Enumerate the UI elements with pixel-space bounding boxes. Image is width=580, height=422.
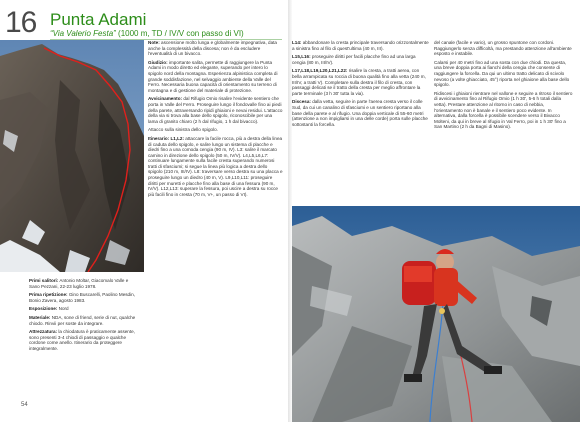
paragraph-text: importante salita, permette di raggiungere la Punta Adami in modo diretto ed elegante, superando per intero lo spigolo nord della montagna. Esperienza alpinistica completa di grande soddisfazione, nel selvaggio ambiente della Valle del Ferro. Necessaria buona capacità di orientamento su terreno di montagna e di gestione del materiale di protezione. xyxy=(148,59,278,93)
climber-photo xyxy=(292,206,580,422)
paragraph-text: dal Rifugio Omio risalire l'evidente sentiero che porta in Valle del Ferro. Proseguire lungo il fondovalle fino ai piedi della parete, attraversando ripidi ghiaioni e nevai residui. L'attacco della via si trova alla base dello spigolo, riconoscibile per una lama di granito chiaro (2 h dal rifugio, 1 h dal bivacco). xyxy=(148,96,283,124)
info-exposure xyxy=(29,306,139,312)
info-label: Prima ripetizione: xyxy=(29,292,68,298)
paragraph-label: L14: xyxy=(292,40,302,45)
paragraph-pitch-15 xyxy=(292,54,429,65)
route-subtitle xyxy=(50,29,244,38)
climber-photo-svg xyxy=(292,206,580,422)
route-name: “Via Valerio Festa” xyxy=(50,29,116,38)
route-number: 16 xyxy=(5,6,37,39)
info-text: Gino Buscarelli, Paolino Mesdin, Bonio Zavera, agosto 1983. xyxy=(29,292,135,303)
info-label: Attrezzatura: xyxy=(29,329,58,335)
paragraph-pitch-17 xyxy=(292,68,429,96)
paragraph-itinerary xyxy=(148,136,283,198)
info-label: Materiale: xyxy=(29,314,51,320)
paragraph-label: L17,L18,L19,L20,L21,L22: xyxy=(292,68,348,74)
paragraph-text: dalla vetta, seguire in parte l'aerea cresta verso il colle Sud, da cui un canalino di sfasciumi e un sentiero riportano alla base della parete e al rifugio. Una doppia verticale di 55-60 metri (attenzione a non impigliarsi in una delle corde) porta sulle placche sottostanti la forcella. xyxy=(292,99,428,127)
paragraph-judgment xyxy=(148,60,283,94)
info-label: Primi salitori: xyxy=(29,278,59,283)
paragraph-descent-rappel: Calarsi per 40 metri fino ad una sosta con due chiodi. Da questa, una breve doppia porta ai fianchi della cengia che consente di raggiungere la forcella. Da qui un ultimo tratto delicato di scivolo nevoso (a volte ghiacciato, 45°) riporta nel ghiaione alla base dello spigolo. xyxy=(434,59,570,88)
paragraph-label: Note: xyxy=(148,40,160,45)
text-column-4 xyxy=(434,40,574,202)
text-column-2 xyxy=(148,40,283,360)
info-text: la chiodatura è praticamente assente, sono presenti 3-4 chiodi di passaggio e qualche cordone come anello. Itinerario da proteggere integralmente. xyxy=(29,329,135,351)
paragraph-start xyxy=(148,127,283,133)
info-equipment xyxy=(29,329,139,351)
page-title: Punta Adami xyxy=(50,10,147,29)
info-first-ascent xyxy=(29,278,139,289)
mountain-photo xyxy=(0,40,144,272)
paragraph-approach xyxy=(148,96,283,124)
info-text: Antonio Moltar, Giacomalo Valle e Sano Pezzani, 22-23 luglio 1978. xyxy=(29,278,129,289)
paragraph-text: risalire la cresta, a tratti aerea, con bella arrampicata su roccia di buona qualità fino alla vetta (240 m, III/IV, a tratti V). Completare sulla destra il filo di cresta, con passaggi delicati se il tratto della cresta per meglio affrontare la parte terminale (3 h 30' tutta la via). xyxy=(292,68,426,96)
info-first-repeat xyxy=(29,292,139,303)
info-text: NDA, sone di friend, serie di nut, qualche chiodo. Rinvii per soste da integrare. xyxy=(29,314,136,326)
paragraph-pitch-14 xyxy=(292,40,429,51)
page-number: 54 xyxy=(21,402,28,408)
paragraph-descent-return: Ridiscesi i ghiaioni rientrare nel vallone e seguire a ritroso il sentiero di avvicinamento fino al Rifugio Omio (1 h 30', 5-6 h totali dalla vetta). Prestare attenzione al ritorno in caso di nebbia, l'orientamento non è banale e il sentiero poco evidente. In alternativa, dalla forcella è possibile scendere verso il Bivacco Molteni, da qui in breve al rifugio in Val Ferro, poi in 1 h 30' fino a San Martino (2 h da Bagni di Masino). xyxy=(434,90,573,130)
info-gear xyxy=(29,315,139,326)
paragraph-text: Attacco sulla sinistra dello spigolo. xyxy=(148,127,218,133)
paragraph-text: proseguire diritti per facili placche fino ad una larga cengia (80 m, III/IV). xyxy=(292,54,416,65)
paragraph-label: Discesa: xyxy=(292,99,311,105)
info-label: Esposizione: xyxy=(29,306,58,312)
paragraph-descent xyxy=(292,99,429,127)
paragraph-text: ascensione molto lunga e globalmente impegnativa, data anche la complessità della discesa; non è da escludere l'eventualità di un bivacco. xyxy=(148,40,277,57)
info-text: Nord xyxy=(58,306,69,312)
paragraph-label: Itinerario: L1,L2: xyxy=(148,135,184,141)
paragraph-notes xyxy=(148,40,283,57)
route-info xyxy=(29,278,139,398)
paragraph-text: abbandonare la cresta principale traversando orizzontalmente a sinistra fino al filo di quest'ultima (40 m, III). xyxy=(292,40,429,51)
paragraph-label: L15,L16: xyxy=(292,54,311,60)
paragraph-label: Giudizio: xyxy=(148,59,168,65)
paragraph-label: Avvicinamento: xyxy=(148,96,183,102)
route-grade: (1000 m, TD / IV/V con passo di VI) xyxy=(115,29,244,38)
paragraph-text: attaccare la facile rocca, più a destra della linea di caduta dello spigolo, e salire lungo un sistema di placche e diedri fino a una comoda cengia (90 m, IV). L3: salire il marcato camino in direzione dello spigolo (50 m, IV/V). L4,L5,L6,L7: continuare lungamente sulla facile cresta superando numerosi tratti di sfasciumi; si segue la linea più logica a destra dello spigolo (210 m, III/IV). L8: traversare verso destra su una placca e proseguire lungo un diedro (40 m, V). L9,L10,L11: proseguire diritti per muretti e placche fino alla base di una fessura (90 m, IV/V). L12,L13: superare la fessura, poi uscire a destra su rocce più facili fino in cresta (70 m, V+, un passo di VI). xyxy=(148,135,283,197)
paragraph-descent-cont: del canale (facile e vario), un grosso spuntone con cordoni. Raggiungerlo senza difficoltà, ma prestando attenzione all'ambiente esposto e instabile. xyxy=(434,40,572,57)
mountain-photo-svg xyxy=(0,40,144,272)
text-column-3 xyxy=(292,40,429,202)
